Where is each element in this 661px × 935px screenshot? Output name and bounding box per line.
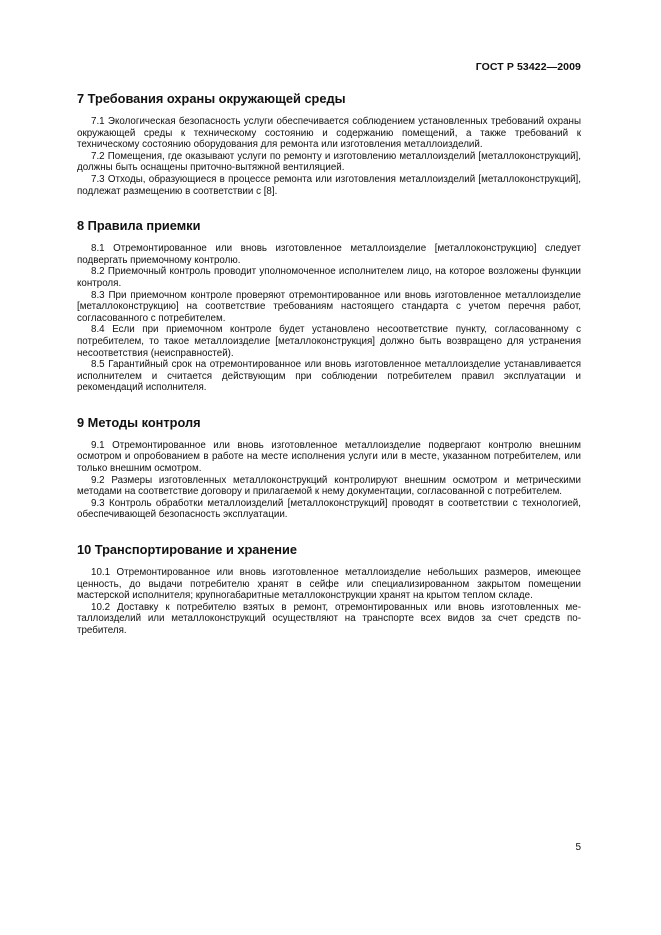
section-9	[77, 415, 581, 521]
paragraph: 10.1 Отремонтированное или вновь изготовленное металлоизделие небольших размеров, имеющее ценность, до выдачи потребителю хранят в сейфе или специализированном закрытом помещении мастерской исполнителя; крупногабаритные металлоконструкции хранят на крытом теплом складе.	[77, 567, 581, 602]
section-title: 10 Транспортирование и хранение	[77, 542, 297, 558]
paragraph: 7.1 Экологическая безопасность услуги обеспечивается соблюдением установленных требований охраны окружающей среды к техническому состоянию и содержанию помещений, а также требований к техническому состоянию оборудования для ремонта или изготовления металлоизделий.	[77, 116, 581, 151]
paragraph: 8.3 При приемочном контроле проверяют отремонтированное или вновь изготовленное металлоизделие [металлоконструкцию] на соответствие требованиям настоящего стандарта с учетом перечня работ, согласованного с потребителем.	[77, 289, 581, 324]
section-title: 9 Методы контроля	[77, 414, 201, 430]
section-title: 8 Правила приемки	[77, 218, 201, 234]
section-7	[77, 91, 581, 197]
paragraph: 8.4 Если при приемочном контроле будет установлено несоответствие пункту, согласованному с потребителем, то такое металлоизделие [металлоконструкция] должно быть возвращено для устранения несоответствия (неисправностей).	[77, 324, 581, 359]
paragraph: 9.1 Отремонтированное или вновь изготовленное металлоизделие подвергают контролю внешним осмотром и опробованием в работе на месте исполнения услуги или в месте, указанном потребителем, или только внешним осмотром.	[77, 439, 581, 475]
page-number: 5	[575, 842, 581, 853]
paragraph: 7.2 Помещения, где оказывают услуги по ремонту и изготовлению металлоизделий [металлоконструкций], должны быть оснащены приточно-вытяжной вентиляцией.	[77, 150, 581, 174]
paragraph: 9.3 Контроль обработки металлоизделий [металлоконструкций] проводят в соответствии с технологией, обеспечивающей безопасность эксплуатации.	[77, 497, 581, 521]
paragraph: 10.2 Доставку к потребителю взятых в ремонт, отремонтированных или вновь изготовленных металлоизделий или металлоконструкций осуществляют на транспорте всех видов за счет средств потребителя.	[77, 601, 581, 636]
document-code: ГОСТ Р 53422—2009	[475, 61, 581, 73]
document-body	[77, 91, 581, 658]
paragraph: 7.3 Отходы, образующиеся в процессе ремонта или изготовления металлоизделий [металлоконструкций], подлежат размещению в соответствии с [8].	[77, 173, 581, 197]
paragraph: 8.5 Гарантийный срок на отремонтированное или вновь изготовленное металлоизделие устанавливается исполнителем и считается действующим при соблюдении потребителем правил эксплуатации и рекомендаций исполнителя.	[77, 359, 581, 394]
paragraph: 8.2 Приемочный контроль проводит уполномоченное исполнителем лицо, на которое возложены функции контроля.	[77, 266, 581, 289]
section-10	[77, 542, 581, 637]
paragraph: 8.1 Отремонтированное или вновь изготовленное металлоизделие [металлоконструкцию] следует подвергать приемочному контролю.	[77, 243, 581, 266]
section-8	[77, 218, 581, 394]
section-title: 7 Требования охраны окружающей среды	[77, 91, 346, 106]
paragraph: 9.2 Размеры изготовленных металлоконструкций контролируют внешним осмотром и метрическими методами на соответствие договору и прилагаемой к нему документации, согласованной с потребителем.	[77, 474, 581, 498]
